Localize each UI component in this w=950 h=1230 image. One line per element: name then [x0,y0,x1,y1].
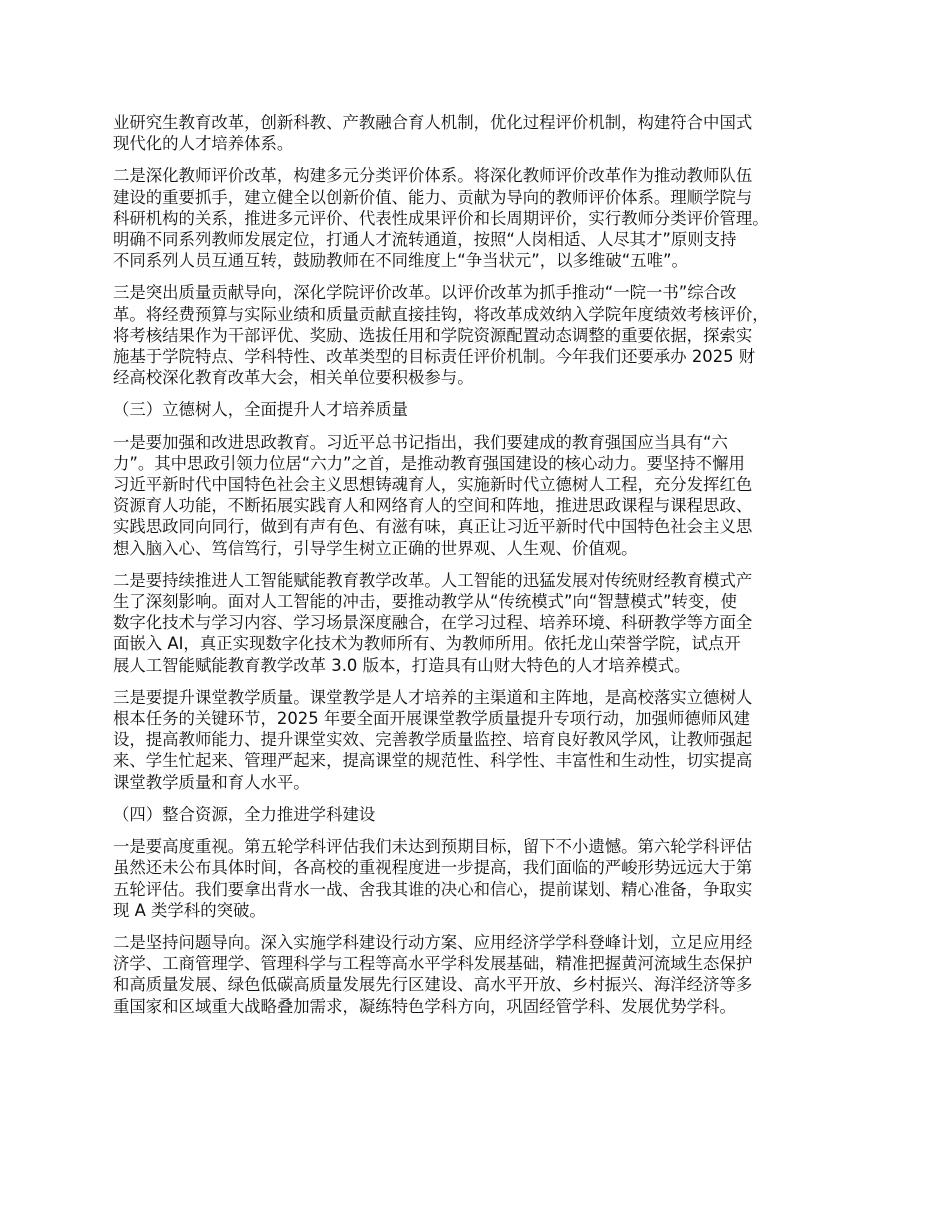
body-paragraph [113,432,858,559]
text-line: 展人工智能赋能教育教学改革 3.0 版本，打造具有山财大特色的人才培养模式。 [113,655,691,675]
body-paragraph [113,687,858,793]
text-line: 革。将经费预算与实际业绩和质量贡献直接挂钩，将改革成效纳入学院年度绩效考核评价， [113,304,769,324]
text-line: 三是突出质量贡献导向，深化学院评价改革。以评价改革为抓手推动“一院一书”综合改 [113,283,737,303]
text-line: 施基于学院特点、学科特性、改革类型的目标责任评价机制。今年我们还要承办 2025 财 [113,347,756,367]
text-line: 三是要提升课堂教学质量。课堂教学是人才培养的主渠道和主阵地，是高校落实立德树人 [113,687,753,707]
text-line: （三）立德树人，全面提升人才培养质量 [113,400,409,420]
section-heading [113,399,858,420]
text-line: 习近平新时代中国特色社会主义思想铸魂育人，实施新时代立德树人工程，充分发挥红色 [113,475,753,495]
text-line: 力”。其中思政引领力位居“六力”之首，是推动教育强国建设的核心动力。要坚持不懈用 [113,453,745,473]
text-line: 来、学生忙起来、管理严起来，提高课堂的规范性、科学性、丰富性和生动性，切实提高 [113,751,753,771]
text-line: 业研究生教育改革，创新科教、产教融合育人机制，优化过程评价机制，构建符合中国式 [113,113,753,132]
body-paragraph [113,836,858,921]
text-line: 资源育人功能，不断拓展实践育人和网络育人的空间和阵地，推进思政课程与课程思政、 [113,496,753,516]
text-line: 将考核结果作为干部评优、奖励、选拔任用和学院资源配置动态调整的重要依据，探索实 [113,325,753,345]
text-line: 二是深化教师评价改革，构建多元分类评价体系。将深化教师评价改革作为推动教师队伍 [113,166,753,186]
text-line: 五轮评估。我们要拿出背水一战、舍我其谁的决心和信心，提前谋划、精心准备，争取实 [113,879,753,899]
text-line: 建设的重要抓手，建立健全以创新价值、能力、贡献为导向的教师评价体系。理顺学院与 [113,187,753,207]
text-line: 设，提高教师能力、提升课堂实效、完善教学质量监控、培育良好教风学风，让教师强起 [113,730,753,750]
text-line: 实践思政同向同行，做到有声有色、有滋有味，真正让习近平新时代中国特色社会主义思 [113,517,753,537]
text-line: 明确不同系列教师发展定位，打通人才流转通道，按照“人岗相适、人尽其才”原则支持 [113,230,737,250]
body-paragraph [113,282,858,388]
text-line: 一是要高度重视。第五轮学科评估我们未达到预期目标，留下不小遗憾。第六轮学科评估 [113,837,753,857]
text-line: 虽然还未公布具体时间，各高校的重视程度进一步提高，我们面临的严峻形势远远大于第 [113,858,753,878]
text-line: 数字化技术与学习内容、学习场景深度融合，在学习过程、培养环境、科研教学等方面全 [113,613,753,633]
text-line: （四）整合资源，全力推进学科建设 [113,804,376,824]
text-line: 想入脑入心、笃信笃行，引导学生树立正确的世界观、人生观、价值观。 [113,538,638,558]
text-line: 课堂教学质量和育人水平。 [113,772,310,792]
text-line: 二是要持续推进人工智能赋能教育教学改革。人工智能的迅猛发展对传统财经教育模式产 [113,570,753,590]
text-line: 不同系列人员互通互转，鼓励教师在不同维度上“争当状元”，以多维破“五唯”。 [113,251,688,271]
text-line: 和高质量发展、绿色低碳高质量发展先行区建设、高水平开放、乡村振兴、海洋经济等多 [113,975,753,995]
text-line: 面嵌入 AI，真正实现数字化技术为教师所有、为教师所用。依托龙山荣誉学院，试点开 [113,634,741,654]
text-line: 根本任务的关键环节，2025 年要全面开展课堂教学质量提升专项行动，加强师德师风建 [113,709,750,729]
text-line: 科研机构的关系，推进多元评价、代表性成果评价和长周期评价，实行教师分类评价管理。 [113,208,769,228]
document-page [113,112,858,1028]
text-line: 生了深刻影响。面对人工智能的冲击，要推动教学从“传统模式”向“智慧模式”转变，使 [113,592,738,612]
body-paragraph [113,165,858,271]
text-line: 一是要加强和改进思政教育。习近平总书记指出，我们要建成的教育强国应当具有“六 [113,432,728,452]
body-paragraph [113,570,858,676]
text-line: 现 A 类学科的突破。 [113,900,266,920]
text-line: 重国家和区域重大战略叠加需求，凝练特色学科方向，巩固经管学科、发展优势学科。 [113,996,736,1016]
body-paragraph [113,932,858,1017]
section-heading [113,804,858,825]
text-line: 现代化的人才培养体系。 [113,134,294,154]
body-paragraph [113,112,858,154]
text-line: 经高校深化教育改革大会，相关单位要积极参与。 [113,368,474,388]
text-line: 济学、工商管理学、管理科学与工程等高水平学科发展基础，精准把握黄河流域生态保护 [113,954,753,974]
text-line: 二是坚持问题导向。深入实施学科建设行动方案、应用经济学学科登峰计划，立足应用经 [113,932,753,952]
